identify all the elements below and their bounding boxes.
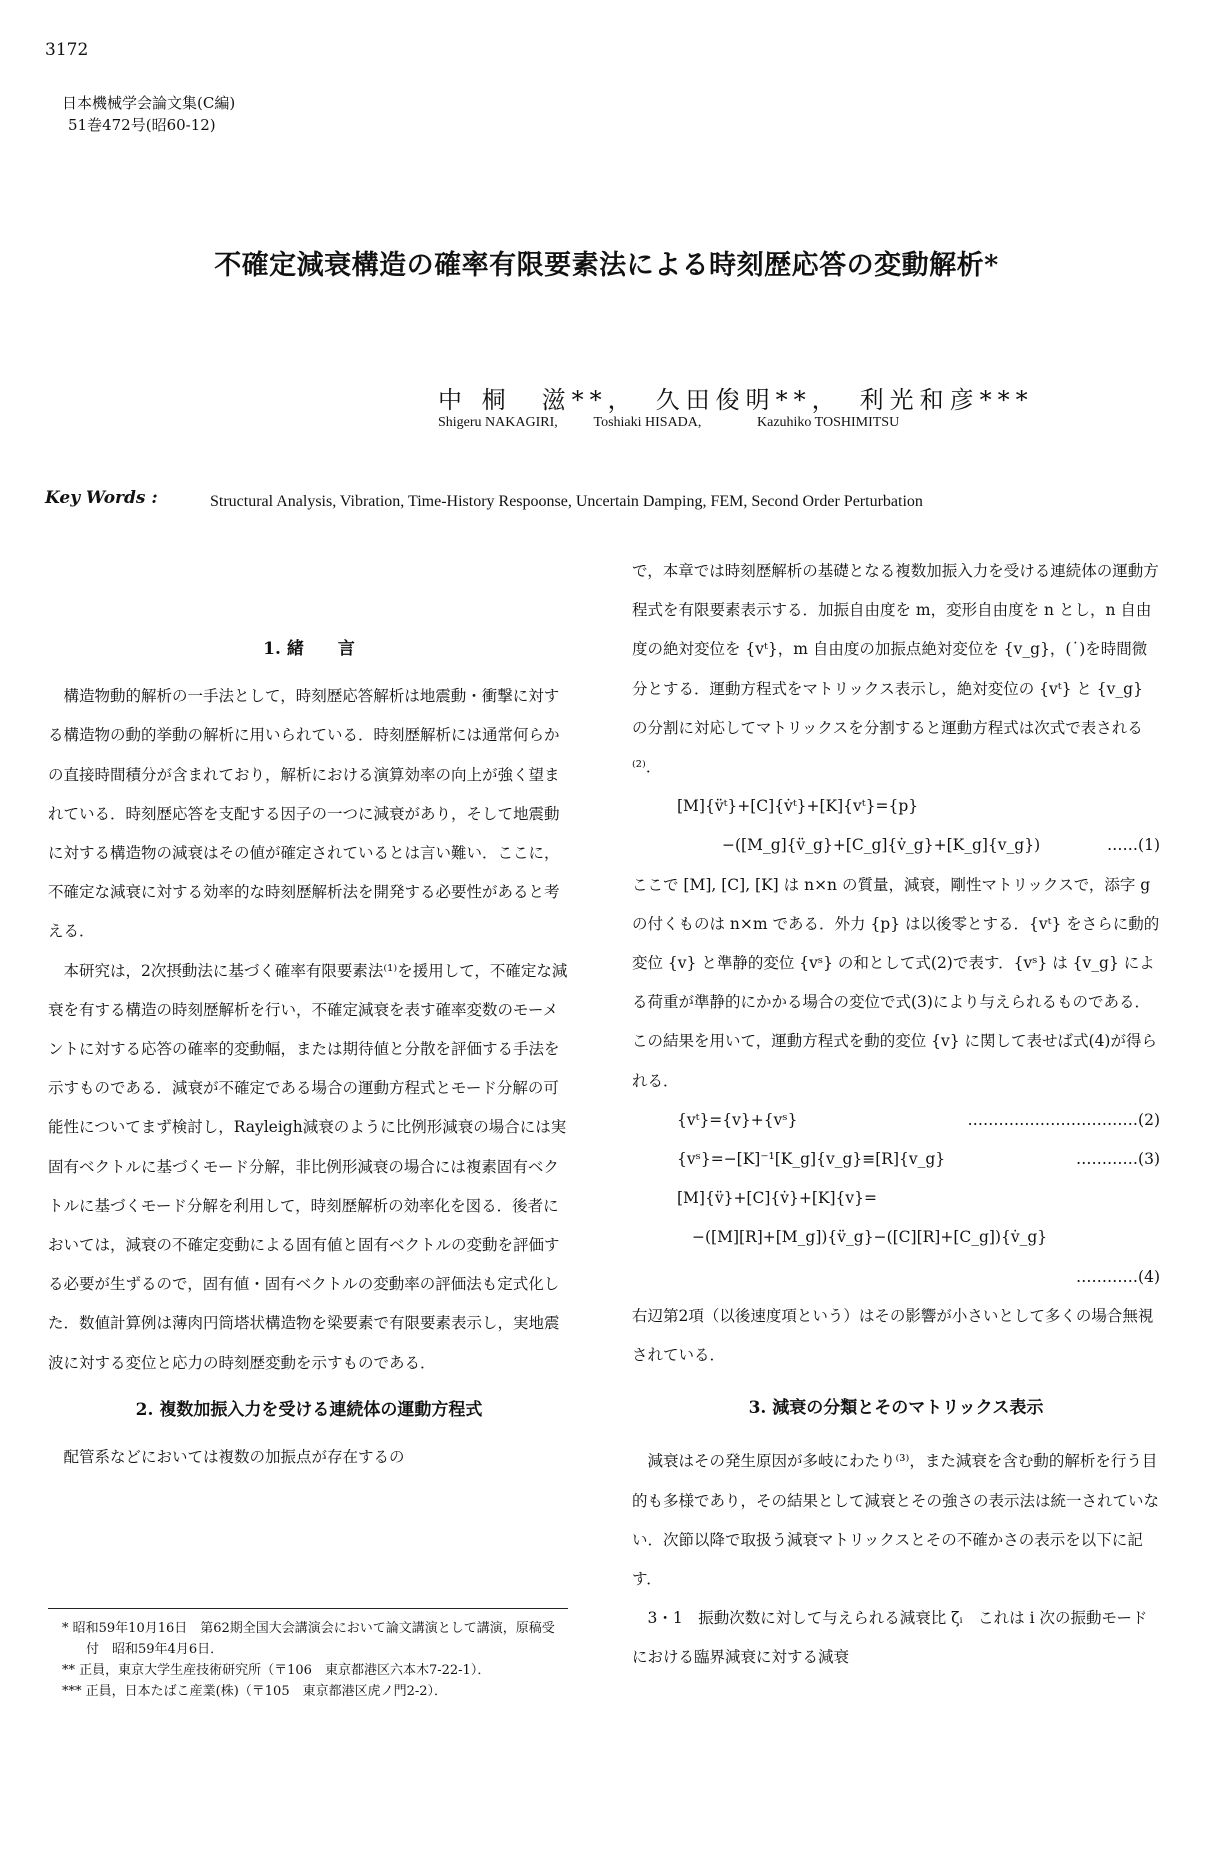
section-2-heading: 2. 複数加振入力を受ける連続体の運動方程式 — [135, 1399, 483, 1420]
footnote-2: ** 正員，東京大学生産技術研究所（〒106 東京都港区六本木7-22-1）． — [62, 1663, 491, 1678]
footnote-1: * 昭和59年10月16日 第62期全国大会講演会において論文講演として講演，原稿受付 昭和59年4月6日． — [62, 1621, 555, 1657]
section-1-heading: 1. 緒 言 — [263, 639, 355, 659]
subsection-3-1: 3・1 振動次数に対して与えられる減衰比 ζᵢ これは i 次の振動モードにおける臨界減衰に対する減衰 — [632, 1609, 1148, 1667]
equation-2 — [632, 1101, 1160, 1140]
equation-3 — [632, 1140, 1160, 1179]
right-paragraph-1: で，本章では時刻歴解析の基礎となる複数加振入力を受ける連続体の運動方程式を有限要素表示する．加振自由度を m，変形自由度を n とし，n 自由度の絶対変位を {vᵗ}，m 自由度の加振点絶対変位を {v_g}，(˙)を時間微分とする．運動方程式をマトリックス表示し，絶対変位の {vᵗ} と {v_g} の分割に対応してマトリックスを分割すると運動方程式は次式で表される⁽²⁾． — [632, 562, 1159, 777]
journal-name: 日本機械学会論文集(C編) — [62, 94, 236, 112]
section-1-paragraph-1: 構造物動的解析の一手法として，時刻歴応答解析は地震動・衝撃に対する構造物の動的挙動の解析に用いられている．時刻歴解析には通常何らかの直接時間積分が含まれており，解析における演算効率の向上が強く望まれている．時刻歴応答を支配する因子の一つに減衰があり，そして地震動に対する構造物の減衰はその値が確定されているとは言い難い．ここに，不確定な減衰に対する効率的な時刻歴解析法を開発する必要性があると考える． — [48, 687, 560, 941]
equation-4-line-2: −([M][R]+[M_g]){v̈_g}−([C][R]+[C_g]){v̇_g} — [692, 1228, 1048, 1247]
right-paragraph-3: 右辺第2項（以後速度項という）はその影響が小さいとして多くの場合無視されている． — [632, 1306, 1154, 1365]
equation-2-number: ……………………………(2) — [967, 1110, 1160, 1129]
left-column — [48, 630, 570, 1477]
right-paragraph-2: ここで [M], [C], [K] は n×n の質量，減衰，剛性マトリックスで，添字 g の付くものは n×m である．外力 {p} は以後零とする．{vᵗ} をさらに動的変位 {v} と準静的変位 {vˢ} の和として式(2)で表す．{vˢ} は {v_g} による荷重が準静的にかかる場合の変位で式(3)により与えられるものである．この結果を用いて，運動方程式を動的変位 {v} に関して表せば式(4)が得られる． — [632, 875, 1160, 1090]
footnotes — [62, 1618, 567, 1702]
journal-volume: 51巻472号(昭60-12) — [68, 116, 216, 134]
authors-japanese: 中 桐 滋**， 久田俊明**， 利光和彦*** — [438, 386, 1034, 414]
journal-info — [62, 92, 235, 136]
footnote-rule — [48, 1608, 568, 1609]
equation-1-rhs: −([M_g]{v̈_g}+[C_g]{v̇_g}+[K_g]{v_g}) — [722, 836, 1041, 855]
equation-3-body: {vˢ}=−[K]⁻¹[K_g]{v_g}≡[R]{v_g} — [677, 1150, 946, 1169]
section-2-paragraph-1: 配管系などにおいては複数の加振点が存在するの — [63, 1448, 405, 1467]
equation-2-body: {vᵗ}={v}+{vˢ} — [677, 1110, 798, 1129]
equation-1-line-2 — [632, 826, 1160, 865]
equation-1-number: ……(1) — [1107, 836, 1160, 855]
page-number: 3172 — [45, 40, 89, 60]
right-column — [632, 552, 1160, 1678]
section-3-heading: 3. 減衰の分類とそのマトリックス表示 — [748, 1398, 1044, 1419]
keywords-text: Structural Analysis, Vibration, Time-History Respoonse, Uncertain Damping, FEM, Second Order Perturbation — [210, 493, 923, 510]
equation-3-number: …………(3) — [1076, 1150, 1160, 1169]
paper-title: 不確定減衰構造の確率有限要素法による時刻歴応答の変動解析* — [214, 250, 999, 281]
right-paragraph-4: 減衰はその発生原因が多岐にわたり⁽³⁾，また減衰を含む動的解析を行う目的も多様であり，その結果として減衰とその強さの表示法は統一されていない．次節以降で取扱う減衰マトリックスとその不確かさの表示を以下に記す． — [632, 1452, 1160, 1589]
equation-1-line-1: [M]{v̈ᵗ}+[C]{v̇ᵗ}+[K]{vᵗ}={p} — [677, 797, 919, 816]
author-en-2: Toshiaki HISADA, — [593, 415, 702, 430]
equation-4-number: …………(4) — [1076, 1267, 1160, 1286]
author-en-1: Shigeru NAKAGIRI, — [438, 415, 558, 430]
footnote-3: *** 正員，日本たばこ産業(株)（〒105 東京都港区虎ノ門2-2）． — [62, 1684, 448, 1699]
authors-english — [438, 415, 899, 431]
section-1-paragraph-2: 本研究は，2次摂動法に基づく確率有限要素法⁽¹⁾を援用して，不確定な減衰を有する構造の時刻歴解析を行い，不確定減衰を表す確率変数のモーメントに対する応答の確率的変動幅，または期待値と分散を評価する手法を示すものである．減衰が不確定である場合の運動方程式とモード分解の可能性についてまず検討し，Rayleigh減衰のように比例形減衰の場合には実固有ベクトルに基づくモード分解，非比例形減衰の場合には複素固有ベクトルに基づくモード分解を利用して，時刻歴解析の効率化を図る．後者においては，減衰の不確定変動による固有値と固有ベクトルの変動を評価する必要が生ずるので，固有値・固有ベクトルの変動率の評価法も定式化した．数値計算例は薄肉円筒塔状構造物を梁要素で有限要素表示し，実地震波に対する変位と応力の時刻歴変動を示すものである． — [48, 961, 568, 1372]
equation-4-line-1: [M]{v̈}+[C]{v̇}+[K]{v}= — [677, 1189, 877, 1208]
keywords-label: Key Words : — [45, 488, 158, 508]
author-en-3: Kazuhiko TOSHIMITSU — [757, 415, 900, 430]
